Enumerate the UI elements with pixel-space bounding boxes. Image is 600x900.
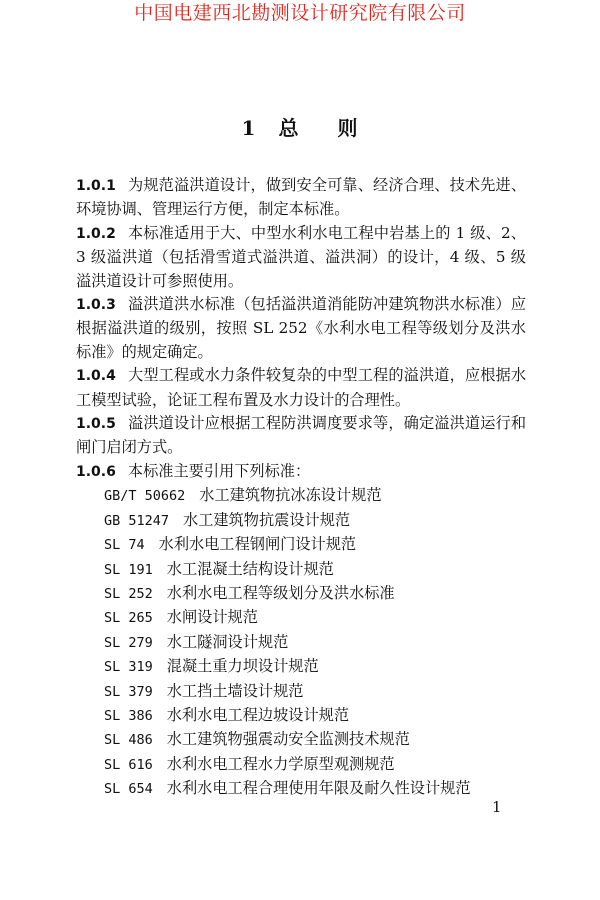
standard-title: 水工混凝土结构设计规范 <box>166 559 334 578</box>
standard-title: 混凝土重力坝设计规范 <box>166 657 319 676</box>
standard-title: 水闸设计规范 <box>166 608 258 627</box>
list-item <box>104 606 526 630</box>
clause-1-0-6 <box>76 460 526 484</box>
standard-title: 水利水电工程水力学原型观测规范 <box>166 754 395 773</box>
clause-text: 本标准主要引用下列标准： <box>127 461 311 480</box>
standard-code: GB 51247 <box>104 512 170 529</box>
list-item <box>104 631 526 655</box>
standard-code: SL 252 <box>104 585 153 602</box>
standard-title: 水工建筑物强震动安全监测技术规范 <box>166 730 410 749</box>
clause-1-0-5 <box>76 412 526 460</box>
standard-title: 水工隧洞设计规范 <box>166 632 289 651</box>
clause-1-0-3 <box>76 293 526 364</box>
clause-text: 大型工程或水力条件较复杂的中型工程的溢洪道，应根据水工模型试验，论证工程布置及水力设计的合理性。 <box>76 366 526 409</box>
list-item <box>104 777 526 801</box>
standard-title: 水工建筑物抗冰冻设计规范 <box>199 486 382 505</box>
list-item <box>104 582 526 606</box>
list-item <box>104 655 526 679</box>
page-number: 1 <box>492 798 502 816</box>
clause-number: 1.0.2 <box>76 225 116 242</box>
clause-number: 1.0.6 <box>76 463 116 480</box>
standard-title: 水工挡土墙设计规范 <box>166 681 304 700</box>
standard-code: SL 616 <box>104 756 153 773</box>
list-item <box>104 558 526 582</box>
chapter-title <box>0 112 600 141</box>
standard-code: SL 279 <box>104 634 153 651</box>
referenced-standards-list <box>76 484 526 801</box>
clause-text: 为规范溢洪道设计，做到安全可靠、经济合理、技术先进、环境协调、管理运行方便，制定本标准。 <box>76 176 526 219</box>
standard-code: SL 265 <box>104 610 153 627</box>
watermark-header: 中国电建西北勘测设计研究院有限公司 <box>134 2 466 24</box>
standard-title: 水利水电工程合理使用年限及耐久性设计规范 <box>166 779 471 798</box>
chapter-number: 1 <box>241 116 257 140</box>
chapter-title-char-1: 总 <box>278 116 300 140</box>
clause-number: 1.0.3 <box>76 297 116 314</box>
standard-title: 水利水电工程边坡设计规范 <box>166 705 350 724</box>
standard-code: GB/T 50662 <box>104 488 186 505</box>
chapter-title-char-2: 则 <box>337 116 359 140</box>
standard-code: SL 191 <box>104 561 153 578</box>
standard-code: SL 654 <box>104 781 153 798</box>
clause-number: 1.0.1 <box>76 178 116 194</box>
standard-code: SL 386 <box>104 707 153 724</box>
standard-code: SL 74 <box>104 537 145 554</box>
list-item <box>104 484 526 508</box>
clause-text: 溢洪道设计应根据工程防洪调度要求等，确定溢洪道运行和闸门启闭方式。 <box>76 414 526 457</box>
list-item <box>104 509 526 533</box>
clause-1-0-4 <box>76 364 526 412</box>
standard-title: 水工建筑物抗震设计规范 <box>183 510 351 529</box>
standard-title: 水利水电工程钢闸门设计规范 <box>158 535 357 554</box>
clause-number: 1.0.4 <box>76 368 116 385</box>
clause-number: 1.0.5 <box>76 416 116 433</box>
standard-title: 水利水电工程等级划分及洪水标准 <box>166 583 395 602</box>
list-item <box>104 680 526 704</box>
standard-code: SL 319 <box>104 659 153 676</box>
list-item <box>104 728 526 752</box>
clause-1-0-2 <box>76 222 526 293</box>
document-body <box>76 174 526 802</box>
list-item <box>104 753 526 777</box>
list-item <box>104 704 526 728</box>
clause-text: 溢洪道洪水标准（包括溢洪道消能防冲建筑物洪水标准）应根据溢洪道的级别，按照 SL 252《水利水电工程等级划分及洪水标准》的规定确定。 <box>76 295 526 361</box>
standard-code: SL 486 <box>104 732 153 749</box>
standard-code: SL 379 <box>104 683 153 700</box>
clause-1-0-1 <box>76 174 526 222</box>
clause-text: 本标准适用于大、中型水利水电工程中岩基上的 1 级、2、3 级溢洪道（包括滑雪道式溢洪道、溢洪洞）的设计，4 级、5 级溢洪道设计可参照使用。 <box>76 223 526 290</box>
list-item <box>104 533 526 557</box>
